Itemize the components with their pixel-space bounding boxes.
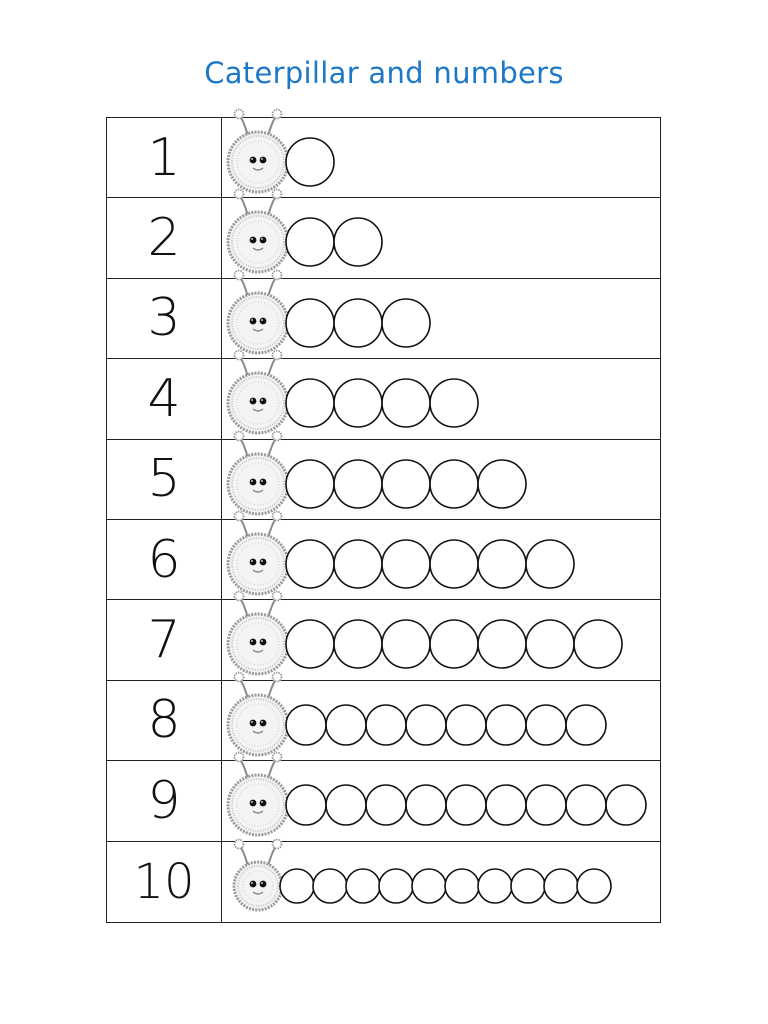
caterpillar-head-icon: [228, 592, 288, 675]
body-segment-circle[interactable]: [286, 540, 334, 588]
row-number: 9: [107, 761, 222, 840]
table-row: [107, 600, 660, 680]
row-number: 2: [107, 198, 222, 277]
table-row: [107, 761, 660, 841]
body-segment-circle[interactable]: [334, 379, 382, 427]
body-segment-circle[interactable]: [478, 620, 526, 668]
caterpillar-cell: [222, 681, 660, 760]
caterpillar-head-icon: [228, 190, 288, 273]
body-segment-circle[interactable]: [286, 705, 326, 745]
body-segment-circle[interactable]: [280, 869, 314, 903]
body-segment-circle[interactable]: [526, 540, 574, 588]
body-segment-circle[interactable]: [326, 785, 366, 825]
body-segment-circle[interactable]: [379, 869, 413, 903]
body-segment-circle[interactable]: [577, 869, 611, 903]
body-segment-circle[interactable]: [511, 869, 545, 903]
body-segment-circle[interactable]: [382, 299, 430, 347]
caterpillar-drawing: [222, 440, 660, 520]
caterpillar-cell: [222, 440, 660, 519]
body-segment-circle[interactable]: [286, 379, 334, 427]
body-segment-circle[interactable]: [526, 785, 566, 825]
body-segment-circle[interactable]: [406, 705, 446, 745]
body-segment-circle[interactable]: [382, 460, 430, 508]
caterpillar-drawing: [222, 761, 660, 841]
table-row: [107, 681, 660, 761]
caterpillar-head-icon: [228, 110, 288, 193]
body-segment-circle[interactable]: [326, 705, 366, 745]
caterpillar-drawing: [222, 600, 660, 680]
row-number: 1: [107, 118, 222, 197]
body-segment-circle[interactable]: [313, 869, 347, 903]
row-number: 6: [107, 520, 222, 599]
worksheet-title: Caterpillar and numbers: [204, 56, 564, 90]
caterpillar-cell: [222, 359, 660, 438]
body-segment-circle[interactable]: [366, 785, 406, 825]
body-segment-circle[interactable]: [486, 705, 526, 745]
body-segment-circle[interactable]: [606, 785, 646, 825]
body-segment-circle[interactable]: [334, 218, 382, 266]
body-segment-circle[interactable]: [286, 460, 334, 508]
body-segment-circle[interactable]: [446, 705, 486, 745]
body-segment-circle[interactable]: [334, 540, 382, 588]
body-segment-circle[interactable]: [382, 620, 430, 668]
body-segment-circle[interactable]: [478, 460, 526, 508]
counting-table: [106, 117, 661, 923]
body-segment-circle[interactable]: [526, 705, 566, 745]
body-segment-circle[interactable]: [478, 869, 512, 903]
body-segment-circle[interactable]: [526, 620, 574, 668]
body-segment-circle[interactable]: [382, 379, 430, 427]
body-segment-circle[interactable]: [286, 785, 326, 825]
body-segment-circle[interactable]: [445, 869, 479, 903]
body-segment-circle[interactable]: [366, 705, 406, 745]
body-segment-circle[interactable]: [566, 785, 606, 825]
caterpillar-drawing: [222, 842, 660, 922]
caterpillar-drawing: [222, 279, 660, 359]
caterpillar-head-icon: [228, 431, 288, 514]
table-row: [107, 359, 660, 439]
body-segment-circle[interactable]: [574, 620, 622, 668]
caterpillar-head-icon: [234, 839, 282, 910]
caterpillar-drawing: [222, 681, 660, 761]
caterpillar-drawing: [222, 198, 660, 278]
row-number: 10: [107, 842, 222, 922]
caterpillar-cell: [222, 842, 660, 922]
body-segment-circle[interactable]: [406, 785, 446, 825]
body-segment-circle[interactable]: [430, 540, 478, 588]
body-segment-circle[interactable]: [486, 785, 526, 825]
body-segment-circle[interactable]: [382, 540, 430, 588]
caterpillar-cell: [222, 520, 660, 599]
row-number: 3: [107, 279, 222, 358]
table-row: [107, 118, 660, 198]
caterpillar-drawing: [222, 359, 660, 439]
caterpillar-drawing: [222, 118, 660, 198]
body-segment-circle[interactable]: [334, 620, 382, 668]
body-segment-circle[interactable]: [286, 620, 334, 668]
body-segment-circle[interactable]: [544, 869, 578, 903]
table-row: [107, 279, 660, 359]
body-segment-circle[interactable]: [446, 785, 486, 825]
table-row: [107, 520, 660, 600]
body-segment-circle[interactable]: [286, 138, 334, 186]
body-segment-circle[interactable]: [286, 218, 334, 266]
body-segment-circle[interactable]: [478, 540, 526, 588]
table-row: [107, 440, 660, 520]
caterpillar-drawing: [222, 520, 660, 600]
caterpillar-cell: [222, 118, 660, 197]
body-segment-circle[interactable]: [286, 299, 334, 347]
caterpillar-cell: [222, 198, 660, 277]
body-segment-circle[interactable]: [566, 705, 606, 745]
row-number: 5: [107, 440, 222, 519]
body-segment-circle[interactable]: [430, 620, 478, 668]
caterpillar-head-icon: [228, 511, 288, 594]
row-number: 8: [107, 681, 222, 760]
caterpillar-head-icon: [228, 672, 288, 755]
body-segment-circle[interactable]: [412, 869, 446, 903]
caterpillar-head-icon: [228, 270, 288, 353]
caterpillar-cell: [222, 279, 660, 358]
table-row: [107, 198, 660, 278]
caterpillar-cell: [222, 600, 660, 679]
caterpillar-head-icon: [228, 753, 288, 836]
body-segment-circle[interactable]: [334, 299, 382, 347]
body-segment-circle[interactable]: [430, 379, 478, 427]
body-segment-circle[interactable]: [346, 869, 380, 903]
body-segment-circle[interactable]: [430, 460, 478, 508]
table-row: [107, 842, 660, 922]
body-segment-circle[interactable]: [334, 460, 382, 508]
row-number: 7: [107, 600, 222, 679]
caterpillar-head-icon: [228, 351, 288, 434]
row-number: 4: [107, 359, 222, 438]
caterpillar-cell: [222, 761, 660, 840]
